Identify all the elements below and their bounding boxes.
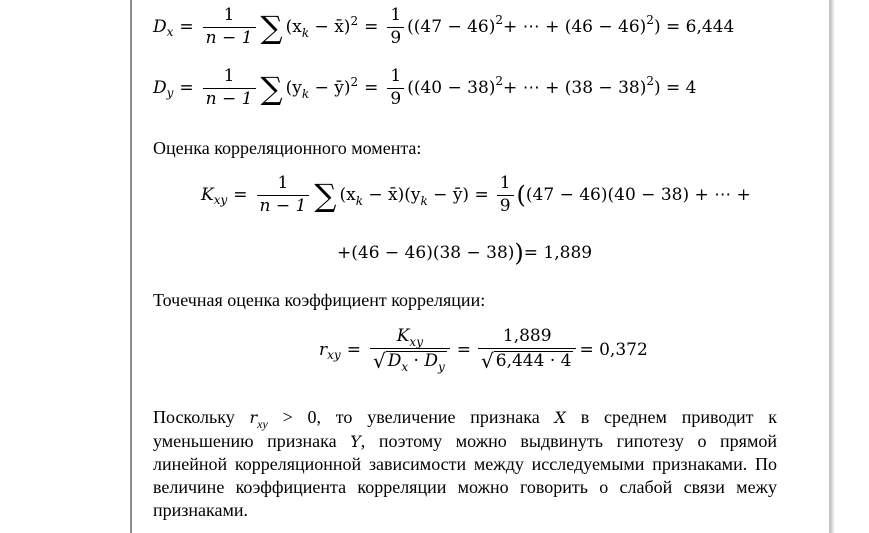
corr-moment-heading: Оценка корреляционного момента:	[153, 138, 422, 158]
sum-symbol: ∑	[314, 177, 337, 214]
dy-lhs-sub: y	[166, 86, 174, 101]
conclusion-line-5: признаками.	[153, 500, 248, 520]
kxy-fraction: $\frac{1}{n - 1}$	[257, 175, 310, 216]
dx-lhs: D	[153, 17, 167, 38]
sqrt-symbol-2: √ 6,444 · 4	[481, 348, 572, 373]
conclusion-line-3: линейной корреляционной зависимости между исследуемыми признаками. По	[153, 454, 777, 474]
kxy-lhs: K	[201, 185, 214, 206]
dx-lhs-sub: x	[166, 25, 174, 40]
sqrt-symbol: √ $D_x \cdot D_y$	[372, 348, 445, 374]
formula-kxy-continuation: +(46 − 46)(38 − 38) ) = 1,889	[337, 239, 593, 267]
dx-fraction: $\frac{1}{n - 1}$	[203, 7, 256, 48]
page-border-left	[130, 0, 132, 533]
dy-fraction-2: $\frac{1}{9}$	[387, 68, 404, 109]
rxy-fraction-2: 1,889 √ 6,444 · 4	[478, 328, 576, 373]
dy-lhs: D	[153, 78, 167, 99]
rxy-lhs: r	[319, 340, 328, 361]
kxy-lhs-sub: xy	[213, 193, 228, 208]
formula-dy: D y = $\frac{1}{n - 1}$ ∑ ($y_k$ − ȳ)$^2$ = $\frac{1}{9}$ ((40 − 38) 2 + ⋯ + (38 − 38) 2 ) = 4	[153, 66, 697, 109]
formula-kxy: K xy = $\frac{1}{n - 1}$ ∑ ($x_k$ − $x̄)(y_k$ − ȳ) = $\frac{1}{9}$ ( (47 − 46)(40 − 38) + ⋯ +	[201, 173, 751, 216]
kxy-fraction-2: $\frac{1}{9}$	[497, 175, 514, 216]
dy-fraction: $\frac{1}{n - 1}$	[203, 68, 256, 109]
rxy-lhs-sub: xy	[327, 348, 341, 363]
conclusion-line-1: Поскольку $r_{xy} > 0$, то увеличение признака X в среднем приводит к	[153, 407, 777, 431]
rxy-fraction: $K_{xy}$ √ $D_x \cdot D_y$	[370, 328, 450, 373]
rxy-denominator	[370, 348, 450, 373]
conclusion-line-4: величине коэффициента корреляции можно говорить о слабой связи межу	[153, 477, 777, 497]
sum-symbol: ∑	[260, 9, 283, 46]
corr-coef-heading: Точечная оценка коэффициент корреляции:	[153, 290, 486, 310]
conclusion-line-2: уменьшению признака Y, поэтому можно выдвинуть гипотезу о прямой	[153, 431, 777, 451]
formula-dx: D x = $\frac{1}{n - 1}$ ∑ ($x_k$ − x̄)$^2$ = $\frac{1}{9}$ ((47 − 46) 2 + ⋯ + (46 − 46) 2 ) = 6,444	[153, 5, 735, 48]
sum-symbol: ∑	[260, 70, 283, 107]
page-shadow-right	[830, 0, 835, 533]
formula-rxy: r xy = $K_{xy}$ √ $D_x \cdot D_y$ = 1,889 √ 6,444 · 4 = 0,372	[319, 326, 648, 374]
dx-fraction-2: $\frac{1}{9}$	[387, 7, 404, 48]
